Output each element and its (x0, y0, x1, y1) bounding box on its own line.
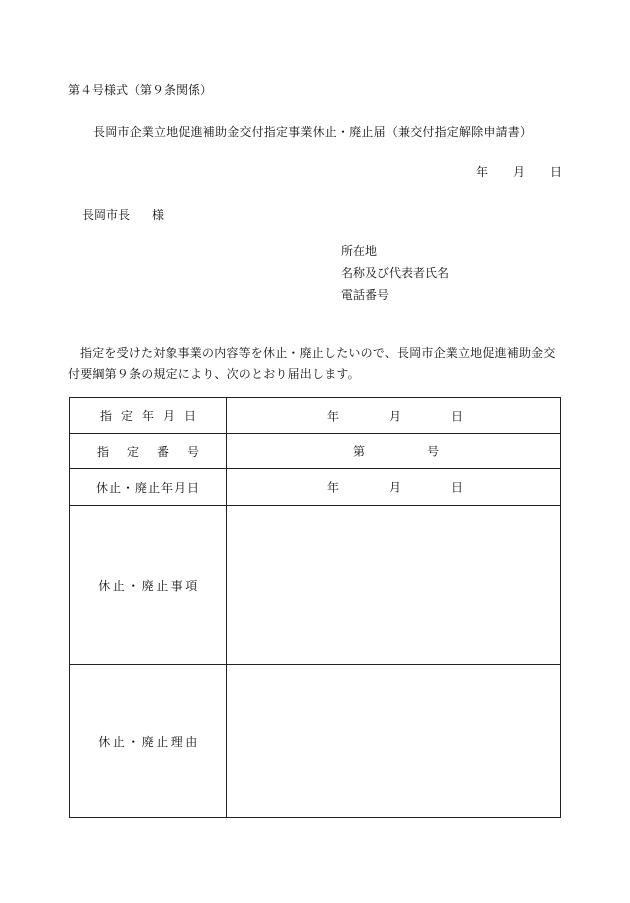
reason-field[interactable] (227, 665, 560, 817)
suspension-date-month-label: 月 (389, 480, 402, 495)
submission-date-month-label: 月 (513, 165, 526, 179)
matters-label: 休止・廃止事項 (98, 578, 200, 593)
designation-number-prefix: 第 (353, 444, 366, 459)
matters-field[interactable] (227, 506, 560, 664)
designation-number-suffix: 号 (427, 444, 440, 459)
body-paragraph: 指定を受けた対象事業の内容等を休止・廃止したいので、長岡市企業立地促進補助金交付要綱第９条の規定により、次のとおり届出します。 (68, 346, 556, 381)
suspension-date-year-label: 年 (327, 480, 340, 495)
submission-date-day-label: 日 (550, 165, 563, 179)
designation-date-year-label: 年 (327, 409, 340, 423)
form-number: 第４号様式（第９条関係） (68, 83, 213, 97)
applicant-phone-label: 電話番号 (341, 288, 390, 302)
matters-label-cell (70, 506, 227, 664)
addressee (82, 206, 164, 223)
table-row-designation-date (70, 398, 560, 434)
designation-date-label: 指定年月日 (99, 409, 205, 423)
application-table (69, 397, 561, 818)
designation-date-month-label: 月 (389, 409, 402, 423)
designation-date-field[interactable] (227, 398, 560, 433)
submission-date-year-label: 年 (476, 165, 489, 179)
designation-date-label-cell (70, 398, 227, 433)
reason-label: 休止・廃止理由 (98, 734, 200, 749)
applicant-address-label: 所在地 (341, 244, 378, 258)
designation-number-label: 指定番号 (96, 444, 217, 459)
addressee-name: 長岡市長 (82, 208, 131, 222)
applicant-name-label: 名称及び代表者氏名 (341, 266, 450, 280)
table-row-matters (70, 506, 560, 665)
suspension-date-label: 休止・廃止年月日 (95, 480, 200, 495)
table-row-suspension-date (70, 469, 560, 506)
suspension-date-day-label: 日 (451, 480, 464, 495)
reason-label-cell (70, 665, 227, 817)
designation-date-day-label: 日 (451, 409, 464, 423)
designation-number-label-cell (70, 434, 227, 468)
document-title: 長岡市企業立地促進補助金交付指定事業休止・廃止届（兼交付指定解除申請書） (93, 125, 533, 139)
suspension-date-label-cell (70, 469, 227, 505)
suspension-date-field[interactable] (227, 469, 560, 505)
table-row-designation-number (70, 434, 560, 469)
addressee-honorific: 様 (152, 208, 165, 222)
table-row-reason (70, 665, 560, 817)
designation-number-field[interactable] (227, 434, 560, 468)
